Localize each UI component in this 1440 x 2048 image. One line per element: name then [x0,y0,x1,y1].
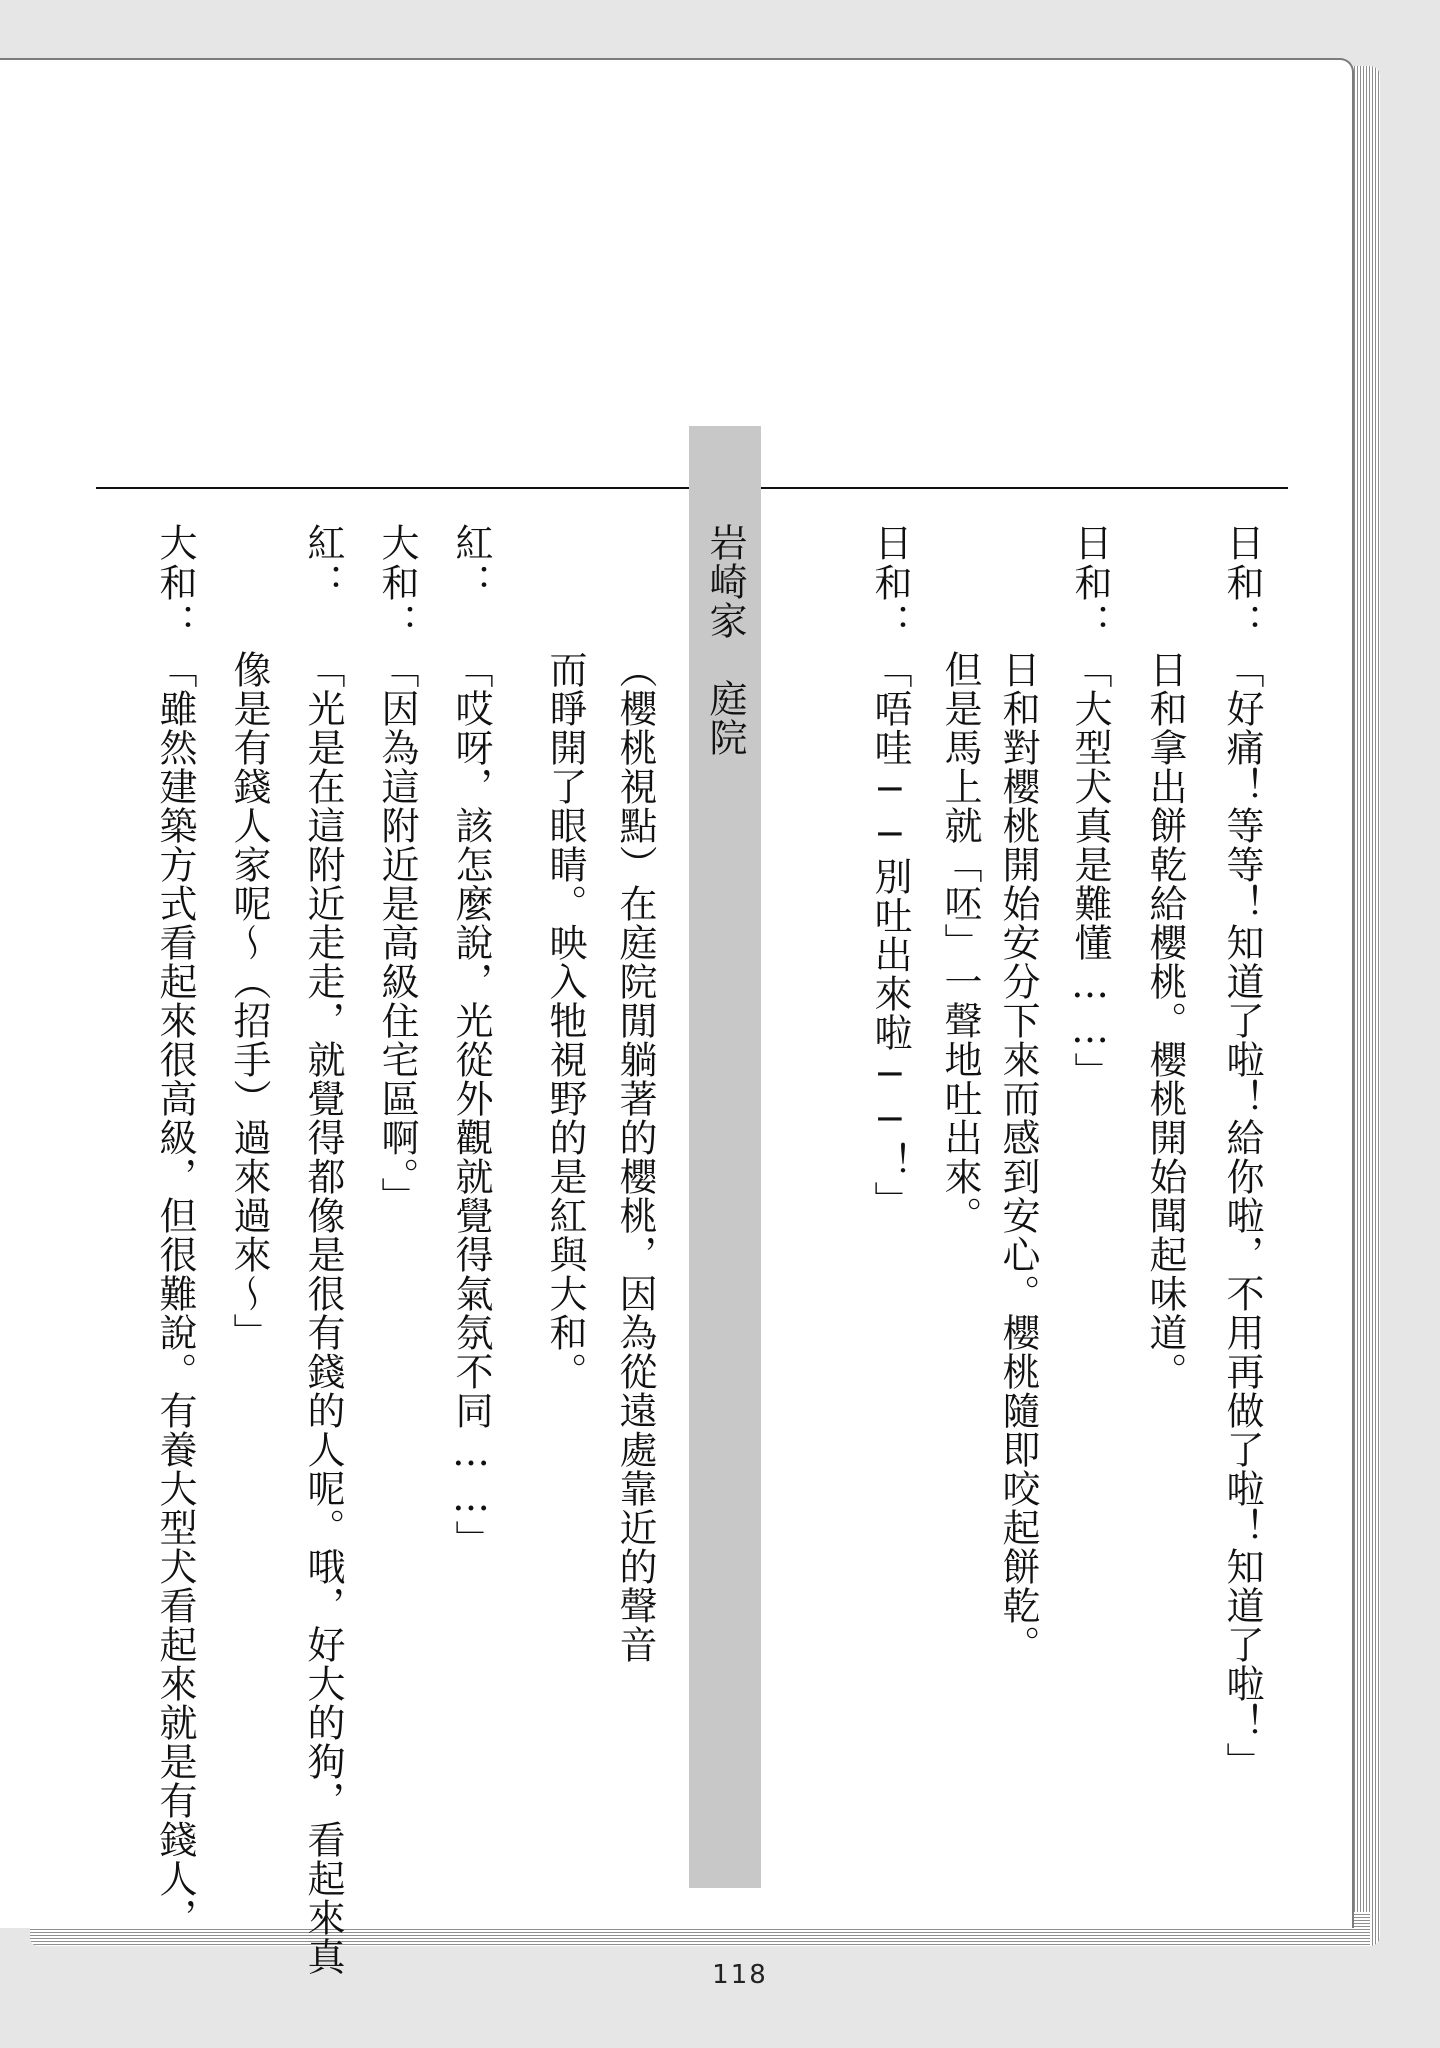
narration-line: 而睜開了眼睛。映入牠視野的是紅與大和。 [543,650,587,1391]
page-number: 118 [712,1960,768,1990]
narration-line: 日和拿出餅乾給櫻桃。櫻桃開始聞起味道。 [1143,650,1187,1391]
speaker-label: 大和： [153,523,197,643]
dialogue-line: 「唔哇──別吐出來啦──！」 [868,650,912,1220]
dialogue-line: 「因為這附近是高級住宅區啊。」 [375,650,419,1216]
speaker-label: 大和： [375,523,419,643]
speaker-label: 日和： [868,523,912,643]
narration-line: 日和對櫻桃開始安分下來而感到安心。櫻桃隨即咬起餅乾。 [996,650,1040,1664]
narration-line: （櫻桃視點）在庭院閒躺著的櫻桃，因為從遠處靠近的聲音 [613,650,657,1664]
dialogue-line: 「好痛！等等！知道了啦！給你啦，不用再做了啦！知道了啦！」 [1220,650,1264,1781]
speaker-label: 日和： [1068,523,1112,643]
speaker-label: 紅： [301,523,345,603]
speaker-label: 日和： [1220,523,1264,643]
dialogue-line-continued: 像是有錢人家呢～（招手）過來過來～」 [227,650,271,1352]
speaker-label: 紅： [449,523,493,603]
dialogue-line: 「大型犬真是難懂……」 [1068,650,1112,1091]
dialogue-line: 「光是在這附近走走，就覺得都像是很有錢的人呢。哦，好大的狗，看起來真 [301,650,345,1976]
scene-heading: 岩崎家 庭院 [703,523,747,757]
narration-line: 但是馬上就「呸」一聲地吐出來。 [938,650,982,1235]
dialogue-line: 「雖然建築方式看起來很高級，但很難說。有養大型犬看起來就是有錢人， [153,650,197,1937]
dialogue-line: 「哎呀，該怎麼說，光從外觀就覺得氣氛不同……」 [449,650,493,1559]
